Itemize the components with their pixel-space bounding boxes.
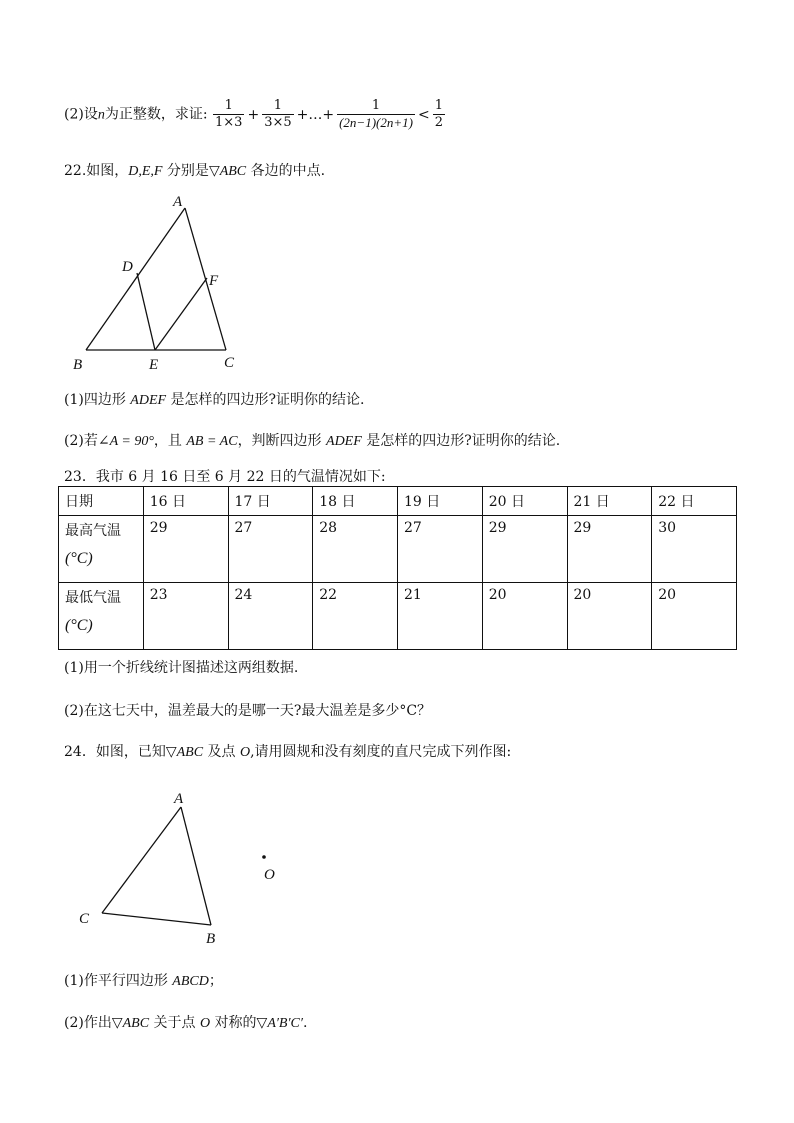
q22-part1-suffix: 是怎样的四边形?证明你的结论. [166, 392, 365, 408]
fraction-4-den: 2 [434, 115, 443, 130]
q21-part2-prefix: (2)设 [64, 106, 98, 123]
q22-triangle-figure [60, 190, 260, 380]
label-a: A [174, 791, 184, 807]
plus-dots: +…+ [296, 106, 335, 123]
q23-part1: (1)用一个折线统计图描述这两组数据. [64, 660, 299, 676]
q22-part2-shape: ADEF [326, 434, 362, 449]
q24-part1-shape: ABCD [172, 974, 209, 989]
table-cell: 27 [228, 516, 313, 583]
q24-part2-triangle: ▽ABC [111, 1016, 150, 1031]
label-b: B [206, 931, 216, 947]
q22-part2-eq: AB = AC [186, 434, 238, 449]
fraction-3-num: 1 [371, 98, 381, 113]
label-o: O [264, 867, 275, 883]
fraction-2 [262, 98, 293, 131]
q24-part2-mid2: 对称的 [210, 1015, 257, 1031]
q24-stem-suffix: ,请用圆规和没有刻度的直尺完成下列作图: [250, 744, 512, 760]
q24-part2-suffix: . [302, 1015, 308, 1031]
table-cell: 23 [143, 583, 228, 650]
segment-ef [155, 278, 207, 350]
plus-sign: + [247, 106, 260, 123]
q24-part2-point-o: O [199, 1016, 211, 1031]
row-label: 最高气温 [65, 523, 121, 539]
table-cell: 20 [567, 583, 652, 650]
table-cell: 27 [398, 516, 483, 583]
q24-part2 [64, 1012, 307, 1032]
label-a: A [173, 194, 183, 210]
q24-part2-mid: 关于点 [149, 1015, 200, 1031]
table-cell: 24 [228, 583, 313, 650]
table-row-high [59, 516, 737, 583]
q21-part2 [64, 98, 446, 131]
table-header-cell: 22 日 [652, 487, 737, 516]
table-cell: 29 [482, 516, 567, 583]
table-header-cell: 日期 [59, 487, 144, 516]
q22-part1 [64, 389, 364, 409]
label-c: C [79, 911, 90, 927]
q24-stem [64, 741, 511, 761]
q23-part2: (2)在这七天中，温差最大的是哪一天?最大温差是多少°C？ [64, 703, 432, 719]
q22-part2-suffix: 是怎样的四边形?证明你的结论. [361, 433, 561, 449]
fraction-1-num: 1 [224, 98, 233, 113]
q24-stem-mid: 及点 [203, 744, 240, 760]
label-c: C [224, 355, 235, 371]
fraction-3 [337, 98, 415, 131]
table-cell: 29 [143, 516, 228, 583]
q22-stem [64, 160, 325, 180]
q22-stem-prefix: 22.如图， [64, 163, 129, 179]
side-ab [181, 807, 211, 925]
label-b: B [73, 357, 83, 373]
point-o-dot [262, 855, 266, 859]
table-header-row [59, 487, 737, 516]
q24-part2-prefix: (2)作出 [64, 1015, 112, 1031]
q22-part2-mid: ，且 [153, 433, 187, 449]
table-header-cell: 17 日 [228, 487, 313, 516]
table-cell: 20 [652, 583, 737, 650]
fraction-3-den: (2n−1)(2n+1) [339, 115, 413, 130]
q21-part2-middle: 为正整数，求证: [104, 106, 208, 123]
q24-part1-suffix: ； [208, 973, 223, 989]
table-cell: 21 [398, 583, 483, 650]
fraction-2-num: 1 [273, 98, 283, 113]
table-cell: 22 [313, 583, 398, 650]
q22-triangle: ▽ABC [208, 164, 247, 179]
segment-de [137, 273, 155, 350]
table-header-cell: 21 日 [567, 487, 652, 516]
q24-stem-prefix: 24．如图，已知 [64, 744, 166, 760]
fraction-1 [213, 98, 244, 131]
row-label-cell [59, 583, 144, 650]
q22-part2-prefix: (2)若 [64, 433, 98, 449]
var-n: n [97, 107, 105, 123]
temperature-table [58, 486, 737, 650]
q23-stem: 23．我市 6 月 16 日至 6 月 22 日的气温情况如下: [64, 469, 386, 485]
table-header-cell: 20 日 [482, 487, 567, 516]
q22-stem-suffix: 各边的中点. [246, 163, 326, 179]
table-row-low [59, 583, 737, 650]
q24-point-o: O [239, 745, 251, 760]
q24-part1-prefix: (1)作平行四边形 [64, 973, 173, 989]
table-cell: 28 [313, 516, 398, 583]
fraction-1-den: 1×3 [215, 115, 243, 130]
side-bc [102, 913, 211, 925]
row-label: 最低气温 [65, 590, 121, 606]
row-unit: (°C) [65, 617, 93, 634]
table-cell: 30 [652, 516, 737, 583]
q22-points: D,E,F [128, 164, 163, 179]
q24-triangle-figure [70, 785, 300, 955]
q22-part1-prefix: (1)四边形 [64, 392, 131, 408]
less-than-sign: < [417, 106, 430, 123]
fraction-4-num: 1 [434, 98, 443, 113]
table-cell: 29 [567, 516, 652, 583]
q24-part1 [64, 970, 223, 990]
fraction-2-den: 3×5 [264, 115, 292, 130]
row-unit: (°C) [65, 550, 93, 567]
q24-triangle: ▽ABC [165, 745, 204, 760]
row-label-cell [59, 516, 144, 583]
fraction-4 [433, 98, 445, 131]
label-d: D [122, 259, 133, 275]
table-header-cell: 16 日 [143, 487, 228, 516]
label-e: E [149, 357, 159, 373]
table-header-cell: 19 日 [398, 487, 483, 516]
table-header-cell: 18 日 [313, 487, 398, 516]
q22-stem-middle: 分别是 [162, 163, 209, 179]
side-ac [102, 807, 181, 913]
table-cell: 20 [482, 583, 567, 650]
q22-part1-shape: ADEF [130, 393, 167, 408]
q22-part2-mid2: ，判断四边形 [237, 433, 327, 449]
q22-part2 [64, 430, 560, 450]
q24-part2-triangle-prime: ▽A′B′C′ [256, 1016, 303, 1031]
q22-part2-angle: ∠A = 90° [97, 434, 154, 449]
label-f: F [209, 273, 219, 289]
